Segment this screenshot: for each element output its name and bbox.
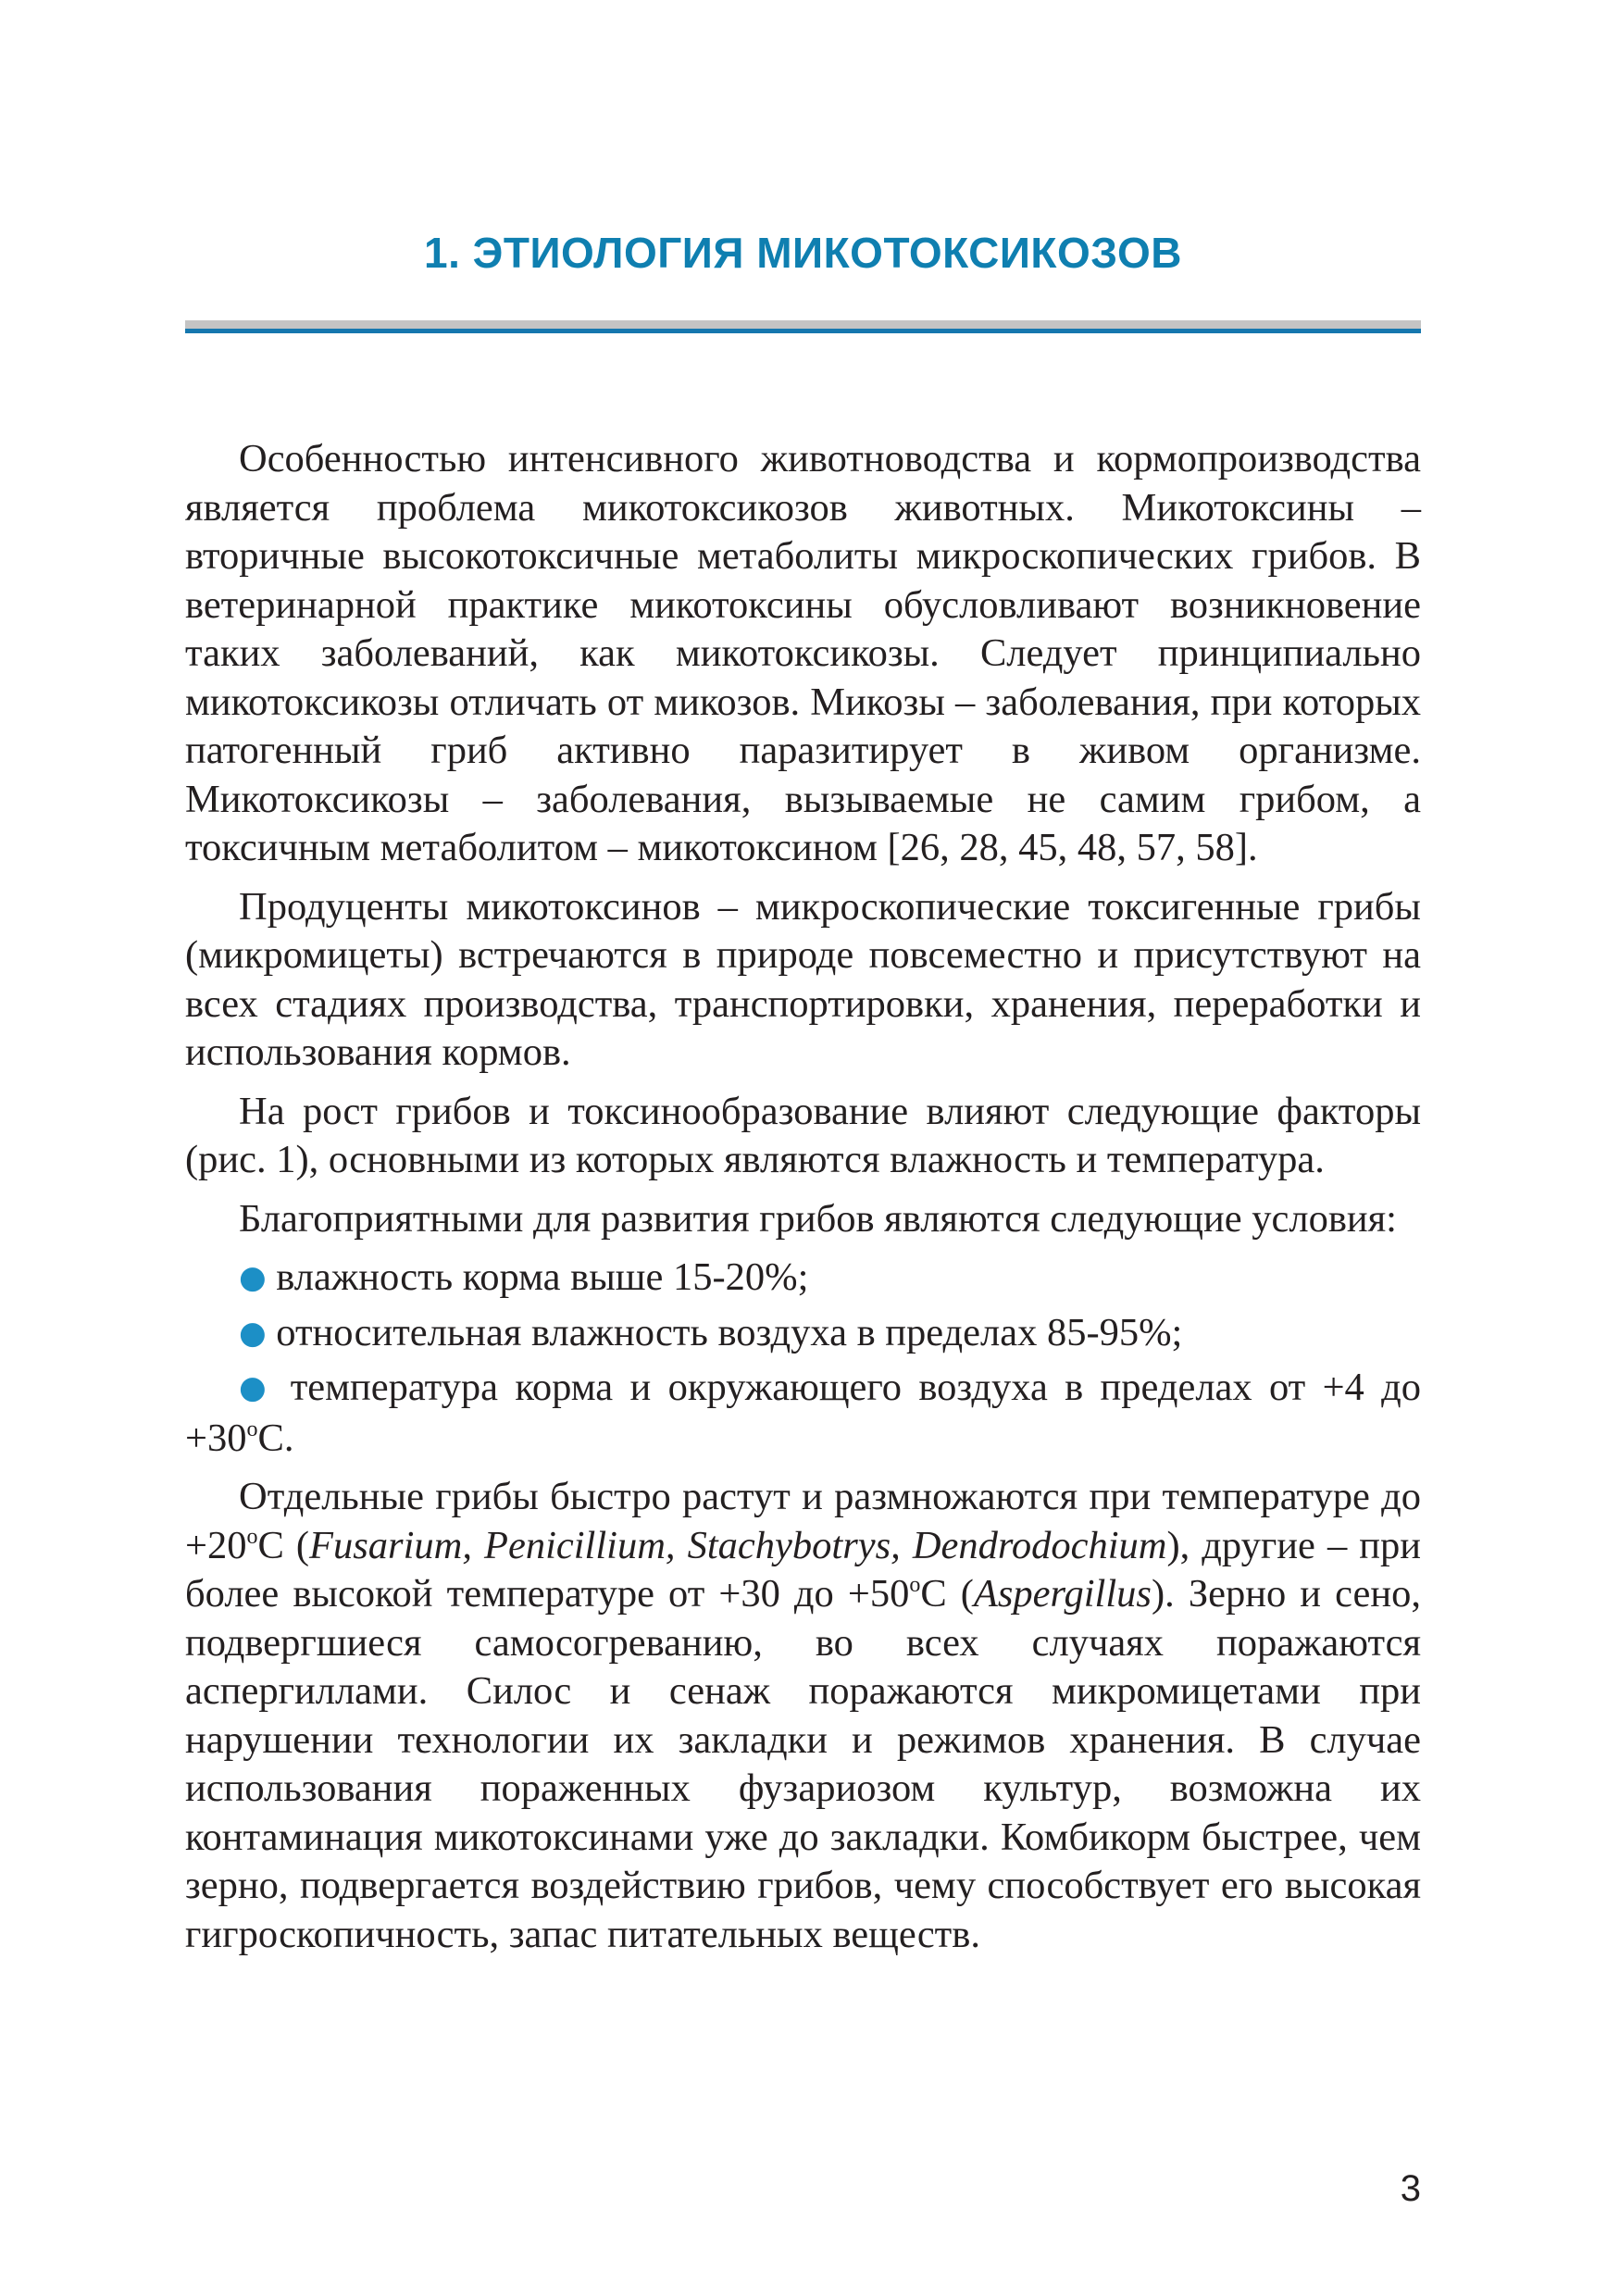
text-segment: ), другие – при более высокой температуре от +30 до +50 <box>185 1523 1422 1616</box>
paragraph-temperature-species <box>185 1473 1421 1959</box>
text-segment: С ( <box>920 1572 974 1616</box>
text-segment: С ( <box>257 1523 310 1567</box>
degree-mark: о <box>909 1573 921 1597</box>
bullet-text: относительная влажность воздуха в пределах 85-95%; <box>276 1310 1183 1354</box>
bullet-dot-icon: ● <box>239 1259 267 1296</box>
heading-rule-grey <box>185 320 1421 329</box>
text-segment: Отдельные грибы быстро растут и размножаются при температуре до +20 <box>185 1475 1421 1567</box>
page-number: 3 <box>1400 2168 1421 2209</box>
bullet-dot-icon: ● <box>239 1369 274 1406</box>
text-segment: ). Зерно и сено, подвергшиеся самосогреванию, во всех случаях поражаются аспергиллами. Силос и сенаж поражаются микромицетами при нарушении технологии их закладки и режимов хранения. В случае использования пораженных фузариозом культур, возможна их контаминация микотоксинами уже до закладки. Комбикорм быстрее, чем зерно, подвергается воздействию грибов, чему способствует его высокая гигроскопичность, запас питательных веществ. <box>185 1572 1421 1956</box>
bullet-text: температура корма и окружающего воздуха в пределах от +4 до +30 <box>185 1366 1422 1460</box>
paragraph-favorable-conditions: Благоприятными для развития грибов являются следующие условия: <box>239 1196 1397 1241</box>
genus-name-aspergillus: Aspergillus <box>973 1572 1152 1616</box>
bullet-item-temperature <box>185 1364 1421 1463</box>
bullet-unit: С. <box>257 1416 294 1460</box>
bullet-item-feed-moisture <box>185 1254 1421 1304</box>
degree-mark: о <box>246 1416 258 1441</box>
bullet-text: влажность корма выше 15-20%; <box>276 1255 809 1299</box>
heading-rule-blue <box>185 329 1421 333</box>
bullet-dot-icon: ● <box>239 1314 267 1352</box>
bullet-item-air-humidity <box>185 1309 1421 1360</box>
paragraph-mycotoxicosis-problem: Особенностью интенсивного животноводства и кормопроизводства является проблема микотоксикозов животных. Микотоксины – вторичные высокотоксичные метаболиты микроскопических грибов. В ветеринарной практике микотоксины обусловливают возникновение таких заболеваний, как микотоксикозы. Следует принципиально микотоксикозы отличать от микозов. Микозы – заболевания, при которых патогенный гриб активно паразитирует в живом организме. Микотоксикозы – заболевания, вызываемые не самим грибом, а токсичным метаболитом – микотоксином [26, 28, 45, 48, 57, 58]. <box>185 437 1421 869</box>
body-text <box>185 435 1421 1969</box>
degree-mark: о <box>246 1524 258 1549</box>
section-heading: 1. ЭТИОЛОГИЯ МИКОТОКСИКОЗОВ <box>424 229 1182 277</box>
genus-names-italic: Fusarium, Penicillium, Stachybotrys, Dendrodochium <box>309 1523 1167 1567</box>
paragraph-mycotoxin-producers: Продуценты микотоксинов – микроскопические токсигенные грибы (микромицеты) встречаются в природе повсеместно и присутствуют на всех стадиях производства, транспортировки, хранения, переработки и использования кормов. <box>185 884 1421 1074</box>
paragraph-growth-factors: На рост грибов и токсинообразование влияют следующие факторы (рис. 1), основными из которых являются влажность и температура. <box>185 1089 1421 1181</box>
